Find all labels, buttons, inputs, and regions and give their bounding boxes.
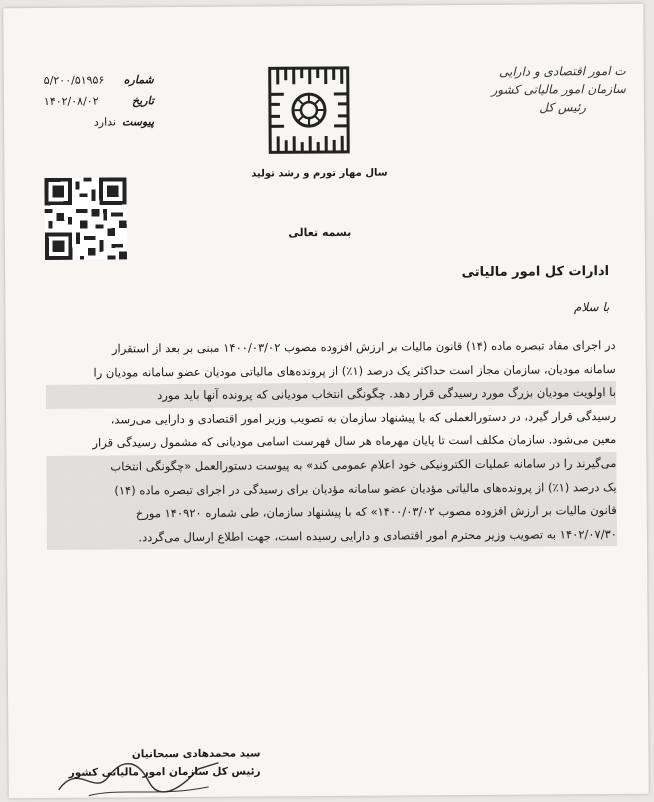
year-slogan: سال مهار تورم و رشد تولید (251, 167, 388, 180)
date-row (44, 90, 154, 112)
body-line: سامانه مودیان، سازمان مجاز است حداکثر یک درصد (۱٪) از پرونده‌های مالیاتی مودیان عضو سامانه مودیان را (93, 361, 616, 380)
body-line: رسیدگی قرار گیرد، در دستورالعملی که با پیشنهاد سازمان به تصویب وزیر امور اقتصادی و دارایی می‌رسد، (110, 408, 617, 427)
body-line-highlighted: قانون مالیات بر ارزش افزوده مصوب ۱۴۰۰/۰۳/۰۲» که با پیشنهاد سازمان، طی شماره ۱۴۰۹۲۰ مورخ (47, 499, 617, 527)
greeting: با سلام (573, 300, 610, 315)
qr-code-icon (44, 177, 127, 260)
body-line: در اجرای مفاد تبصره ماده (۱۴) قانون مالیات بر ارزش افزوده مصوب ۱۴۰۰/۰۳/۰۲ مبنی بر بعد از استقرار (111, 337, 616, 356)
letter-body (46, 334, 617, 550)
signatory-title: رئیس کل سازمان امور مالیاتی کشور (68, 765, 261, 779)
signature-block (60, 744, 260, 781)
body-line-highlighted: می‌گیرند را در سامانه عملیات الکترونیکی خود اعلام عمومی کند» به پیوست دستورالعمل «چگونگی انتخاب (46, 452, 616, 480)
body-line: معین می‌شود. سازمان مکلف است تا پایان مهرماه هر سال فهرست اسامی مودیانی که مشمول رسیدگی قرار (92, 432, 617, 451)
letter-metadata (44, 69, 154, 133)
attachment-value: ندارد (93, 115, 116, 129)
attachment-row (44, 111, 154, 133)
org-line: رئیس کل (539, 100, 587, 115)
number-label: شماره (123, 73, 154, 87)
date-value: ۱۴۰۲/۰۸/۰۲ (43, 94, 99, 108)
body-line-highlighted: با اولویت مودیان بزرگ مورد رسیدگی قرار دهد. چگونگی انتخاب مودیانی که پرونده آنها باید مورد (46, 381, 616, 409)
number-value: ۵/۲۰۰/۵۱۹۵۶ (43, 73, 105, 87)
organization-header (416, 62, 626, 117)
date-label: تاریخ (131, 94, 154, 108)
recipient: ادارات کل امور مالیاتی (461, 264, 610, 281)
emblem-logo-icon (266, 64, 353, 157)
number-row (44, 69, 154, 91)
letter-sheet (3, 4, 648, 798)
attachment-label: پیوست (121, 115, 155, 129)
org-line: سازمان امور مالیاتی کشور (491, 81, 626, 97)
body-line-highlighted: یک درصد (۱٪) از پرونده‌های مالیاتی مؤدیان عضو سامانه مؤدیان برای رسیدگی در اجرای تبصره ماده (۱۴) (47, 476, 617, 504)
org-line: ت امور اقتصادی و دارایی (498, 63, 626, 79)
signatory-name: سید محمدهادی سبحانیان (131, 747, 261, 761)
body-line-highlighted: ۱۴۰۲/۰۷/۳۰ به تصویب وزیر محترم امور اقتصادی و دارایی رسیده است، جهت اطلاع ارسال می‌گردد. (47, 523, 617, 551)
basmala: بسمه تعالی (288, 225, 352, 240)
